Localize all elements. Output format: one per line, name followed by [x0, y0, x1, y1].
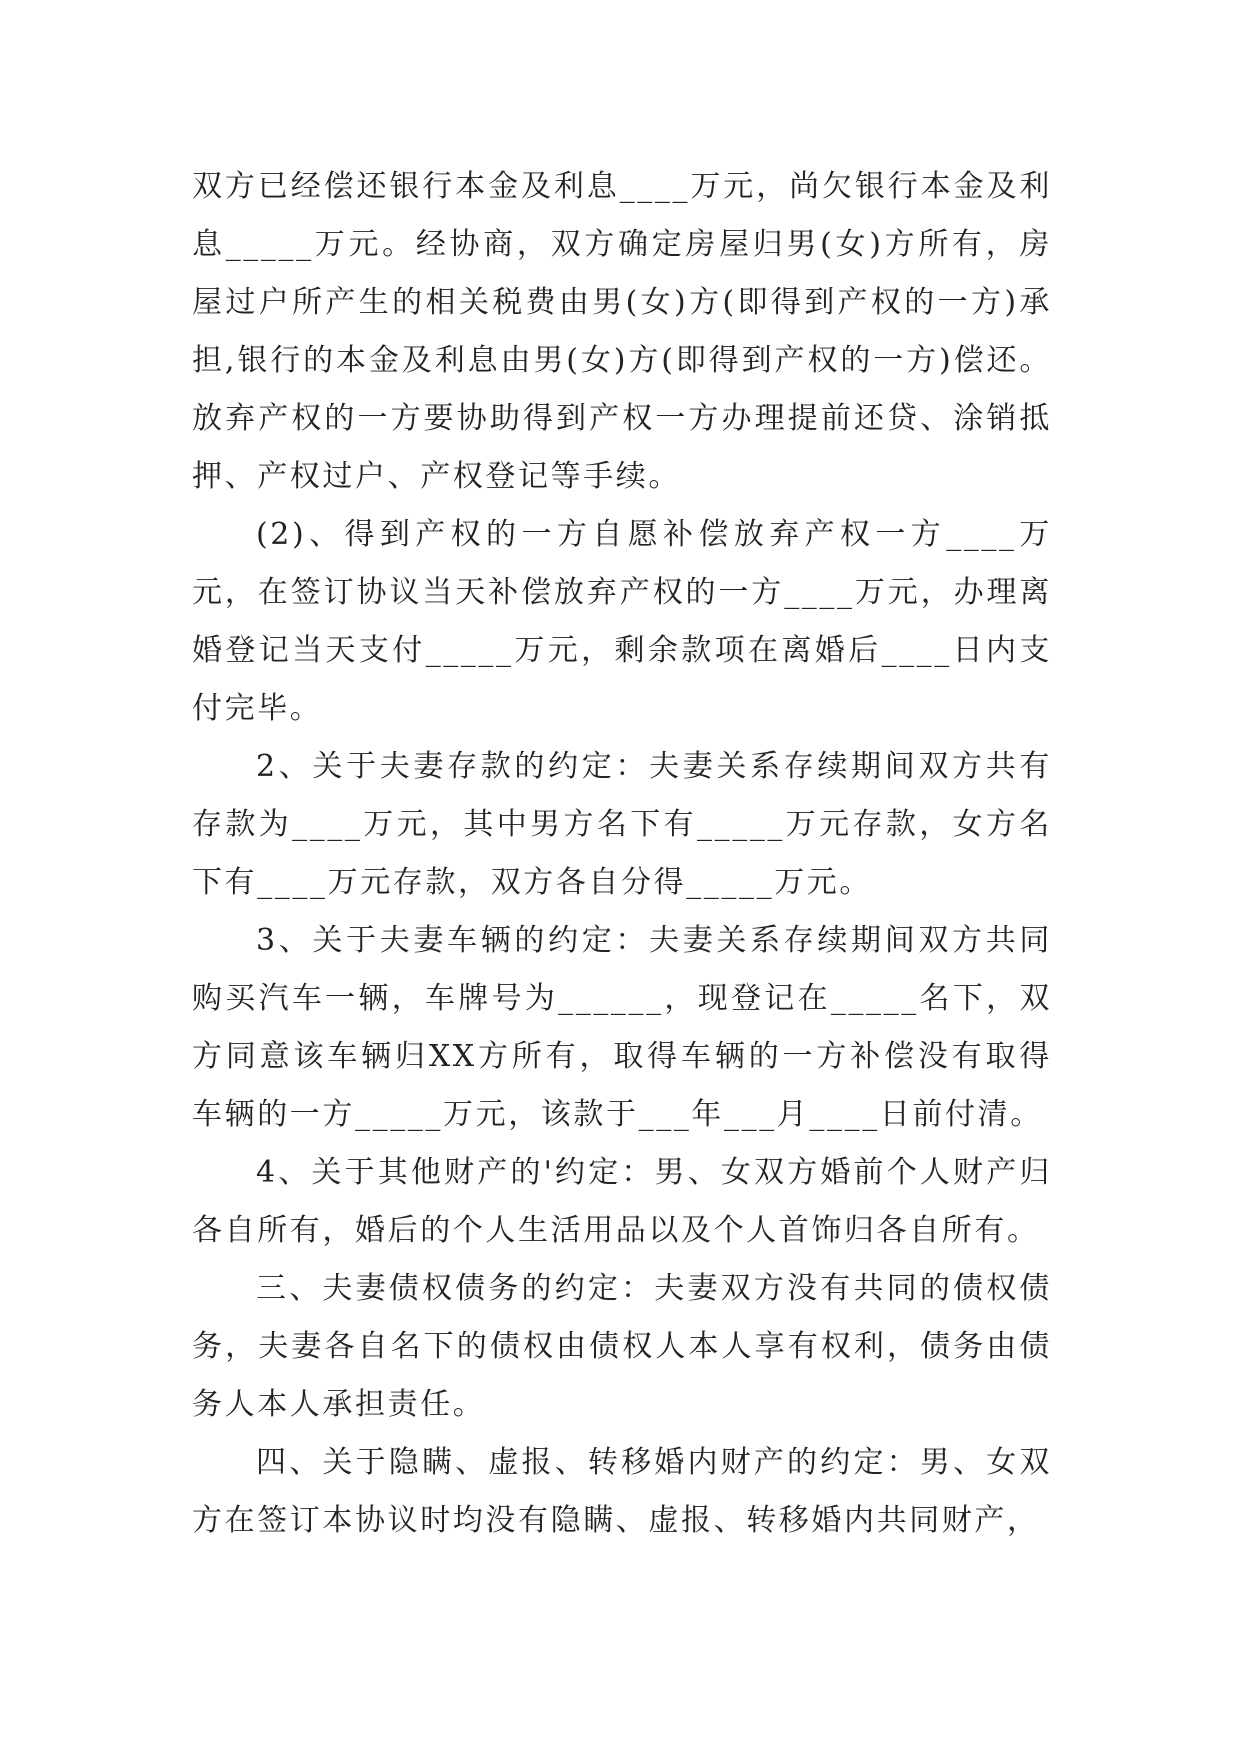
paragraph-debts-agreement: 三、夫妻债权债务的约定：夫妻双方没有共同的债权债务，夫妻各自名下的债权由债权人本人享有权利，债务由债务人本人承担责任。	[192, 1271, 1052, 1422]
paragraph-other-property: 4、关于其他财产的'约定：男、女双方婚前个人财产归各自所有，婚后的个人生活用品以及个人首饰归各自所有。	[192, 1155, 1052, 1248]
document-page	[192, 158, 1052, 1550]
paragraph-property-compensation: (2)、得到产权的一方自愿补偿放弃产权一方____万元，在签订协议当天补偿放弃产权的一方____万元，办理离婚登记当天支付_____万元，剩余款项在离婚后____日内支付完毕。	[192, 517, 1052, 726]
paragraph-mortgage-repayment: 双方已经偿还银行本金及利息____万元，尚欠银行本金及利息_____万元。经协商，双方确定房屋归男(女)方所有，房屋过户所产生的相关税费由男(女)方(即得到产权的一方)承担,银行的本金及利息由男(女)方(即得到产权的一方)偿还。放弃产权的一方要协助得到产权一方办理提前还贷、涂销抵押、产权过户、产权登记等手续。	[192, 169, 1052, 494]
paragraph-concealment-clause: 四、关于隐瞒、虚报、转移婚内财产的约定：男、女双方在签订本协议时均没有隐瞒、虚报、转移婚内共同财产，	[192, 1445, 1052, 1538]
paragraph-savings-agreement: 2、关于夫妻存款的约定：夫妻关系存续期间双方共有存款为____万元，其中男方名下有_____万元存款，女方名下有____万元存款，双方各自分得_____万元。	[192, 749, 1052, 900]
paragraph-vehicle-agreement: 3、关于夫妻车辆的约定：夫妻关系存续期间双方共同购买汽车一辆，车牌号为______，现登记在_____名下，双方同意该车辆归XX方所有，取得车辆的一方补偿没有取得车辆的一方_____万元，该款于___年___月____日前付清。	[192, 923, 1052, 1132]
